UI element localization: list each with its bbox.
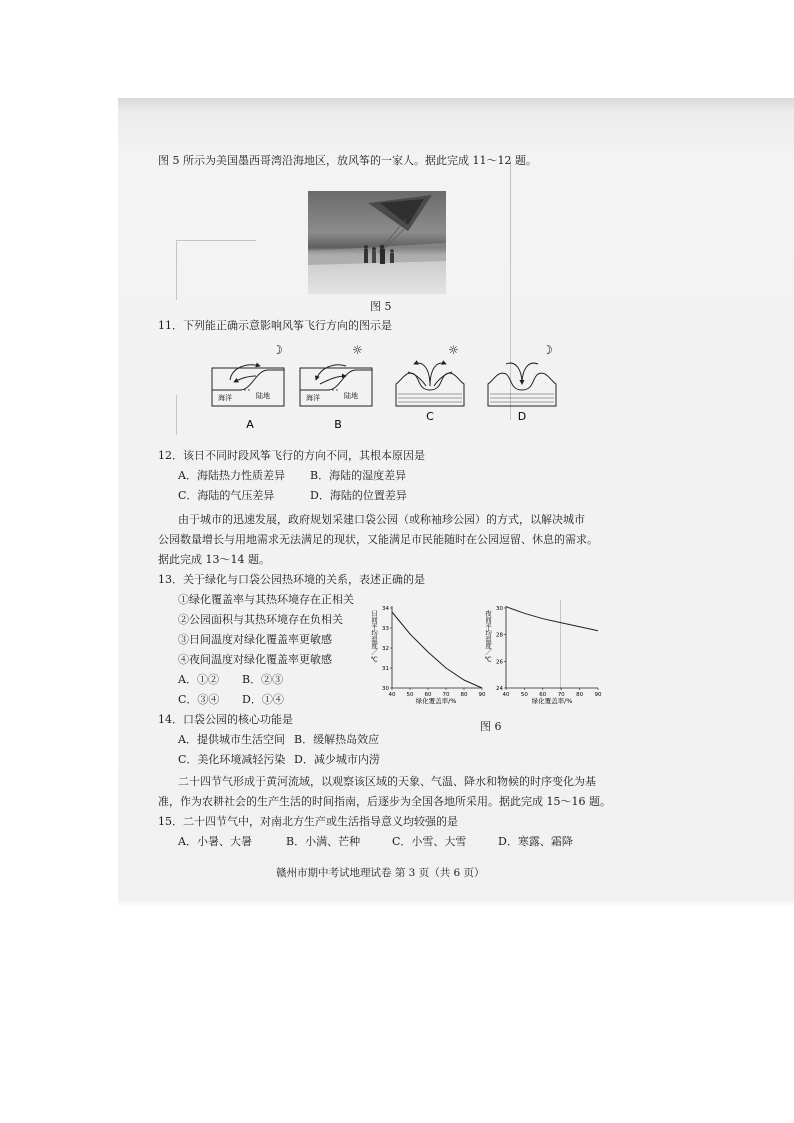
q13-option-b: B．②③ bbox=[242, 673, 284, 686]
chart1-series-line bbox=[392, 612, 482, 688]
page-footer: 赣州市期中考试地理试卷 第 3 页（共 6 页） bbox=[276, 867, 485, 879]
chart2-y-tick-label: 28 bbox=[496, 632, 503, 639]
chart1-y-tick-label: 34 bbox=[382, 606, 389, 612]
chart-daytime-temp bbox=[368, 602, 490, 706]
q15-stem: 15．二十四节气中，对南北方生产或生活指导意义均较强的是 bbox=[158, 815, 458, 828]
chart1-x-tick-label: 90 bbox=[478, 692, 486, 698]
diagram-d bbox=[488, 343, 556, 406]
q14-option-b: B．缓解热岛效应 bbox=[294, 733, 380, 746]
chart2-xlabel: 绿化覆盖率/% bbox=[531, 697, 573, 705]
q14-option-d: D．减少城市内涝 bbox=[294, 753, 380, 766]
diagram-c bbox=[396, 343, 464, 406]
scan-fade bbox=[118, 898, 794, 908]
moon-icon: ☽ bbox=[272, 343, 283, 357]
chart2-ylabel: 夜间平均温度／℃ bbox=[484, 610, 492, 664]
chart2-y-tick-label: 26 bbox=[496, 659, 503, 666]
q11-diagrams bbox=[210, 340, 560, 432]
chart1-x-tick-label: 50 bbox=[406, 692, 414, 698]
chart2-x-tick-label: 60 bbox=[539, 692, 547, 698]
q12-option-c: C．海陆的气压差异 bbox=[178, 489, 275, 502]
sun-icon: ☼ bbox=[352, 343, 363, 357]
moon-icon: ☽ bbox=[542, 343, 553, 357]
fig6-caption: 图 6 bbox=[480, 720, 502, 733]
q13-option-a: A．①② bbox=[178, 673, 219, 686]
chart1-x-tick-label: 70 bbox=[442, 692, 450, 698]
q13-option-d: D．①④ bbox=[242, 693, 284, 706]
chart1-y-tick-label: 33 bbox=[382, 626, 389, 632]
chart2-y-tick-label: 30 bbox=[496, 606, 503, 612]
chart2-series-line bbox=[506, 607, 598, 631]
q14-stem: 14．口袋公园的核心功能是 bbox=[158, 713, 293, 726]
chart2-x-tick-label: 50 bbox=[520, 692, 528, 698]
q11-stem: 11．下列能正确示意影响风筝飞行方向的图示是 bbox=[158, 319, 392, 332]
q13-stem: 13．关于绿化与口袋公园热环境的关系，表述正确的是 bbox=[158, 573, 425, 586]
q12-option-b: B．海陆的湿度差异 bbox=[310, 469, 407, 482]
chart1-ylabel: 日间平均温度／℃ bbox=[370, 610, 378, 664]
q12-option-d: D．海陆的位置差异 bbox=[310, 489, 407, 502]
chart2-x-tick-label: 40 bbox=[502, 692, 510, 698]
intro-terms-line1: 二十四节气形成于黄河流域，以观察该区域的天象、气温、降水和物候的时序变化为基 bbox=[178, 775, 596, 788]
q12-option-a: A．海陆热力性质差异 bbox=[178, 469, 285, 482]
q13-statement-3: ③日间温度对绿化覆盖率更敏感 bbox=[178, 633, 332, 646]
diagram-b-land-label: 陆地 bbox=[344, 392, 358, 400]
chart2-x-tick-label: 70 bbox=[557, 692, 565, 698]
chart1-y-tick-label: 31 bbox=[382, 666, 389, 672]
chart2-y-tick-label: 24 bbox=[496, 686, 503, 692]
chart-night-temp bbox=[482, 602, 606, 706]
sun-icon: ☼ bbox=[448, 343, 459, 357]
chart1-x-tick-label: 60 bbox=[424, 692, 432, 698]
chart1-y-tick-label: 32 bbox=[382, 646, 389, 652]
diagram-a-land-label: 陆地 bbox=[256, 392, 270, 400]
q13-option-c: C．③④ bbox=[178, 693, 220, 706]
q15-option-d: D．寒露、霜降 bbox=[498, 835, 573, 848]
q14-option-a: A．提供城市生活空间 bbox=[178, 733, 285, 746]
fig5-caption: 图 5 bbox=[370, 300, 392, 313]
intro-park-line2: 公园数量增长与用地需求无法满足的现状，又能满足市民能随时在公园逗留、休息的需求。 bbox=[158, 533, 598, 546]
chart1-y-tick-label: 30 bbox=[382, 686, 389, 692]
option-label-d: D bbox=[517, 410, 527, 423]
chart1-x-tick-label: 80 bbox=[460, 692, 468, 698]
intro-terms-line2: 准，作为农耕社会的生产生活的时间指南，后逐步为全国各地所采用。据此完成 15～16 题。 bbox=[158, 795, 611, 808]
option-label-c: C bbox=[426, 410, 434, 423]
q13-statement-4: ④夜间温度对绿化覆盖率更敏感 bbox=[178, 653, 332, 666]
chart1-x-tick-label: 40 bbox=[388, 692, 396, 698]
chart2-x-tick-label: 90 bbox=[594, 692, 602, 698]
intro-kite: 图 5 所示为美国墨西哥湾沿海地区，放风筝的一家人。据此完成 11～12 题。 bbox=[158, 154, 537, 167]
bleed-through-mark bbox=[176, 240, 256, 241]
q15-option-c: C．小雪、大雪 bbox=[392, 835, 467, 848]
bleed-through-mark bbox=[176, 395, 177, 435]
diagram-b-sea-label: 海洋 bbox=[306, 394, 320, 402]
intro-park-line3: 据此完成 13～14 题。 bbox=[158, 553, 270, 566]
q14-option-c: C．美化环境减轻污染 bbox=[178, 753, 286, 766]
diagram-a bbox=[212, 343, 284, 406]
chart2-x-tick-label: 80 bbox=[576, 692, 584, 698]
bleed-through-mark bbox=[176, 240, 177, 300]
q13-statement-1: ①绿化覆盖率与其热环境存在正相关 bbox=[178, 593, 354, 606]
q13-statement-2: ②公园面积与其热环境存在负相关 bbox=[178, 613, 343, 626]
chart1-xlabel: 绿化覆盖率/% bbox=[415, 697, 457, 705]
q15-option-b: B．小满、芒种 bbox=[286, 835, 361, 848]
diagram-a-sea-label: 海洋 bbox=[218, 394, 232, 402]
option-label-a: A bbox=[246, 418, 254, 431]
kite-beach-photo bbox=[308, 191, 446, 294]
q15-option-a: A．小暑、大暑 bbox=[178, 835, 252, 848]
q12-stem: 12．该日不同时段风筝飞行的方向不同，其根本原因是 bbox=[158, 449, 425, 462]
intro-park-line1: 由于城市的迅速发展，政府规划采建口袋公园（或称袖珍公园）的方式，以解决城市 bbox=[178, 513, 585, 526]
option-label-b: B bbox=[334, 418, 342, 431]
diagram-b bbox=[300, 343, 372, 406]
